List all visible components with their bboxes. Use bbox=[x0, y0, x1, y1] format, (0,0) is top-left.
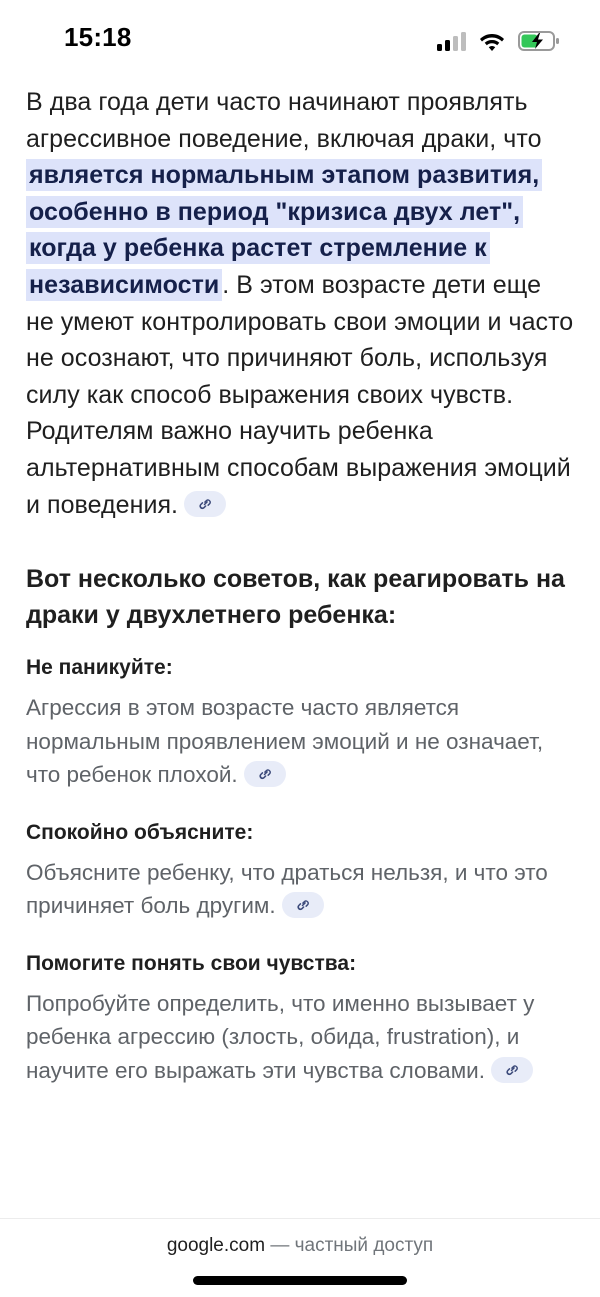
tip-body bbox=[26, 987, 574, 1088]
footer-domain: google.com bbox=[166, 1235, 266, 1256]
link-icon bbox=[256, 765, 274, 783]
intro-text-after: . В этом возрасте дети еще не умеют контролировать свои эмоции и часто не осознают, что причиняют боль, используя силу как способ выражения своих чувств. Родителям важно научить ребенка альтернативным способам выражения эмоций и поведения. bbox=[26, 270, 574, 519]
highlighted-passage: является нормальным этапом развития, особенно в период "кризиса двух лет", когда у ребенка растет стремление к независимости bbox=[26, 159, 542, 301]
wifi-icon bbox=[478, 30, 506, 52]
tip-body-text: Попробуйте определить, что именно вызывает у ребенка агрессию (злость, обида, frustration), и научите его выражать эти чувства словами. bbox=[26, 990, 535, 1083]
tip-body-text: Объясните ребенку, что драться нельзя, и что это причиняет боль другим. bbox=[26, 859, 548, 919]
source-link-button[interactable] bbox=[282, 892, 324, 918]
source-link-button[interactable] bbox=[244, 761, 286, 787]
intro-paragraph bbox=[26, 84, 574, 523]
link-icon bbox=[196, 495, 214, 513]
footer-divider bbox=[0, 1218, 600, 1219]
tip-item bbox=[26, 818, 574, 923]
home-indicator[interactable] bbox=[193, 1276, 407, 1285]
article-content bbox=[26, 84, 574, 1113]
cellular-signal-icon bbox=[437, 31, 466, 51]
footer-url-bar[interactable] bbox=[0, 1232, 600, 1260]
battery-charging-icon bbox=[518, 30, 560, 52]
link-icon bbox=[294, 896, 312, 914]
footer-privacy-label: — частный доступ bbox=[265, 1235, 434, 1256]
source-link-button[interactable] bbox=[491, 1057, 533, 1083]
tip-body-text: Агрессия в этом возрасте часто является нормальным проявлением эмоций и не означает, что ребенок плохой. bbox=[26, 695, 544, 788]
source-link-button[interactable] bbox=[184, 491, 226, 517]
status-icons bbox=[437, 26, 560, 56]
status-bar bbox=[0, 0, 600, 80]
tip-body bbox=[26, 691, 574, 792]
tip-item bbox=[26, 949, 574, 1088]
intro-text-before: В два года дети часто начинают проявлять агрессивное поведение, включая драки, что bbox=[26, 88, 542, 153]
status-time: 15:18 bbox=[64, 22, 132, 52]
tips-heading: Вот несколько советов, как реагировать на драки у двухлетнего ребенка: bbox=[26, 565, 565, 630]
tip-title: Спокойно объясните: bbox=[26, 820, 254, 844]
tip-title: Не паникуйте: bbox=[26, 656, 173, 680]
tip-body bbox=[26, 856, 574, 923]
tip-item bbox=[26, 653, 574, 792]
tip-title: Помогите понять свои чувства: bbox=[26, 951, 357, 975]
link-icon bbox=[503, 1061, 521, 1079]
